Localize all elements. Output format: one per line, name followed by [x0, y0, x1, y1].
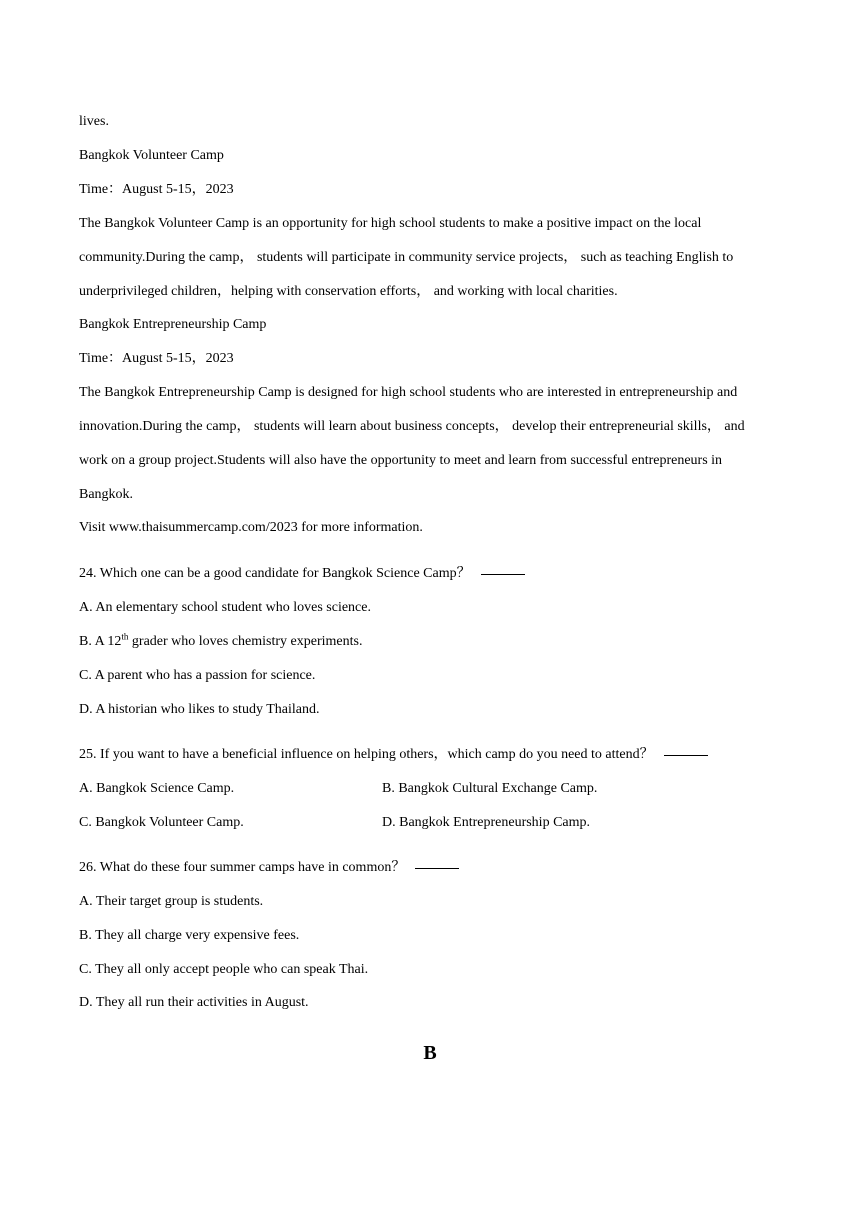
option-text: grader who loves chemistry experiments.: [128, 634, 363, 649]
passage-text: lives.: [79, 114, 109, 129]
option-25-d: D. Bangkok Entrepreneurship Camp.: [382, 815, 591, 830]
question-text: 26. What do these four summer camps have in common？: [79, 860, 406, 875]
answer-blank: [664, 754, 708, 756]
question-24-stem: [79, 565, 525, 583]
option-26-c: C. They all only accept people who can speak Thai.: [79, 962, 369, 977]
passage-text: The Bangkok Entrepreneurship Camp is designed for high school students who are interested in entrepreneurship and: [79, 385, 738, 400]
option-24-d: D. A historian who likes to study Thailand.: [79, 702, 320, 717]
option-24-c: C. A parent who has a passion for science.: [79, 668, 316, 683]
option-25-c: C. Bangkok Volunteer Camp.: [79, 815, 244, 830]
camp-title-entrepreneurship: Bangkok Entrepreneurship Camp: [79, 317, 267, 332]
option-26-b: B. They all charge very expensive fees.: [79, 928, 300, 943]
passage-text: innovation.During the camp， students will learn about business concepts， develop their entrepreneurial skills， and: [79, 419, 745, 434]
question-25-stem: [79, 746, 708, 764]
question-26-stem: [79, 859, 459, 877]
passage-text: underprivileged children，helping with conservation efforts， and working with local charities.: [79, 284, 618, 299]
option-text: B. A 12: [79, 634, 122, 649]
passage-text: work on a group project.Students will also have the opportunity to meet and learn from successful entrepreneurs in: [79, 453, 723, 468]
passage-text: community.During the camp， students will participate in community service projects， such as teaching English to: [79, 250, 734, 265]
option-24-b: [79, 633, 362, 651]
option-26-d: D. They all run their activities in August.: [79, 995, 309, 1010]
visit-info: Visit www.thaisummercamp.com/2023 for more information.: [79, 520, 423, 535]
option-24-a: A. An elementary school student who loves science.: [79, 600, 371, 615]
answer-blank: [481, 573, 525, 575]
option-25-a: A. Bangkok Science Camp.: [79, 781, 235, 796]
passage-text: Bangkok.: [79, 487, 134, 502]
answer-blank: [415, 867, 459, 869]
camp-time-entrepreneurship: Time：August 5-15，2023: [79, 351, 234, 366]
passage-text: The Bangkok Volunteer Camp is an opportunity for high school students to make a positive impact on the local: [79, 216, 702, 231]
camp-title-volunteer: Bangkok Volunteer Camp: [79, 148, 224, 163]
camp-time-volunteer: Time：August 5-15，2023: [79, 182, 234, 197]
section-heading: B: [423, 1042, 437, 1064]
superscript: th: [121, 631, 129, 642]
question-text: 25. If you want to have a beneficial influence on helping others，which camp do you need to attend？: [79, 747, 654, 762]
option-25-b: B. Bangkok Cultural Exchange Camp.: [382, 781, 598, 796]
option-26-a: A. Their target group is students.: [79, 894, 264, 909]
question-text: 24. Which one can be a good candidate for Bangkok Science Camp？: [79, 566, 471, 581]
